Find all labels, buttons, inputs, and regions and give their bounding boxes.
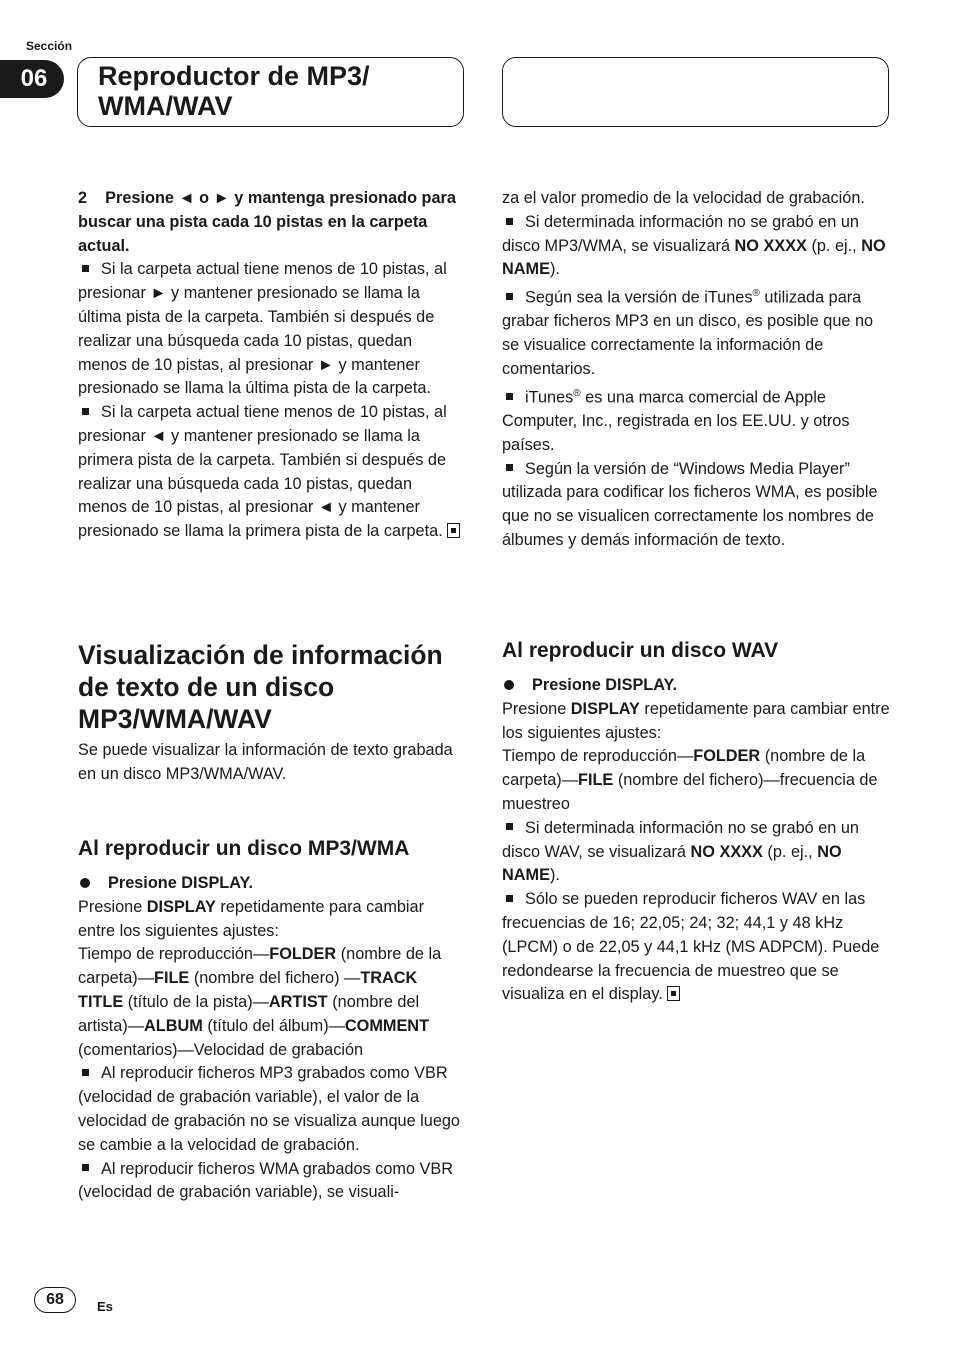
text: (título del álbum)— xyxy=(202,1016,345,1035)
text: (nombre de la carpeta)— xyxy=(502,747,866,790)
subsection-heading: Al reproducir un disco WAV xyxy=(502,639,779,662)
bullet-dot-icon xyxy=(504,680,514,690)
note-text: (p. ej., xyxy=(762,842,818,861)
text: Presione xyxy=(78,897,147,916)
note xyxy=(502,211,890,282)
note-text: ). xyxy=(549,260,560,279)
note-text: Si la carpeta actual tiene menos de 10 pistas, al presionar xyxy=(78,403,447,445)
setting-name: TRACK TITLE xyxy=(78,969,418,1011)
text: (nombre del fichero) — xyxy=(189,969,361,988)
section-main-block xyxy=(78,639,464,787)
note-text: Al reproducir ficheros WMA grabados como VBR (velocidad de grabación variable), se visuali- xyxy=(78,1159,453,1202)
section-number-tab: 06 xyxy=(0,60,64,98)
note-text: ). xyxy=(549,866,560,885)
left-arrow-icon: ◄ xyxy=(178,189,195,207)
subsection-heading: Al reproducir un disco MP3/WMA xyxy=(78,837,410,860)
page-number: 68 xyxy=(34,1287,76,1313)
section-label: Sección xyxy=(26,39,73,53)
mp3wma-block xyxy=(78,836,464,1205)
right-top-block xyxy=(502,187,890,553)
registered-mark: ® xyxy=(752,288,760,300)
end-mark-icon xyxy=(447,523,460,538)
note-text: utilizada para grabar ficheros MP3 en un disco, es posible que no se visualice correctamente la información de comentarios. xyxy=(502,288,874,378)
note xyxy=(78,401,464,544)
square-bullet-icon xyxy=(82,1164,89,1171)
setting-name: FILE xyxy=(578,771,614,790)
note-text: Si determinada información no se grabó en un disco WAV, se visualizará xyxy=(502,818,859,861)
square-bullet-icon xyxy=(82,265,89,272)
settings-sequence xyxy=(502,745,890,816)
note xyxy=(502,282,890,382)
note-text: Según la versión de “Windows Media Player” utilizada para codificar los ficheros WMA, es posible que no se visualicen correctamente los nombres de álbumes y demás información de texto. xyxy=(502,459,878,549)
text: Presione xyxy=(502,699,571,718)
header-empty-box xyxy=(502,57,889,127)
note xyxy=(502,888,890,1007)
note-text: Si determinada información no se grabó en un disco MP3/WMA, se visualizará xyxy=(502,212,859,255)
bullet-dot-icon xyxy=(80,878,90,888)
note-text: iTunes xyxy=(525,388,574,407)
square-bullet-icon xyxy=(82,408,89,415)
text: (comentarios)—Velocidad de grabación xyxy=(78,1040,364,1059)
note-text: Al reproducir ficheros MP3 grabados como VBR (velocidad de grabación variable), el valor de la velocidad de grabación no se visualiza aunque luego se cambie a la velocidad de grabación. xyxy=(78,1064,460,1154)
note xyxy=(502,817,890,888)
left-arrow-icon: ◄ xyxy=(150,426,167,445)
section-heading: Visualización de información de texto de un disco MP3/WMA/WAV xyxy=(78,640,443,734)
note-text: es una marca comercial de Apple Computer, Inc., registrada en los EE.UU. y otros países. xyxy=(502,388,850,454)
display-code: NO XXXX xyxy=(734,236,807,255)
end-mark-icon xyxy=(667,986,680,1001)
right-arrow-icon: ► xyxy=(317,355,334,374)
square-bullet-icon xyxy=(506,218,513,225)
step-number: 2 xyxy=(78,189,88,207)
text: repetidamente para cambiar entre los siguientes ajustes: xyxy=(78,897,425,940)
left-top-block xyxy=(78,187,464,544)
text: (título de la pista)— xyxy=(123,992,269,1011)
step-2 xyxy=(78,187,464,258)
settings-sequence xyxy=(78,943,464,1062)
setting-name: COMMENT xyxy=(344,1016,430,1035)
note-text: Sólo se pueden reproducir ficheros WAV en las frecuencias de 16; 22,05; 24; 32; 44,1 y 48 kHz (LPCM) o de 22,05 y 44,1 kHz (MS ADPCM). Puede redondearse la frecuencia de muestreo que se visualiza en el display. xyxy=(502,890,880,1004)
key-name: DISPLAY xyxy=(570,699,640,718)
square-bullet-icon xyxy=(506,464,513,471)
step-text: y mantenga presionado para buscar una pista cada 10 pistas en la carpeta actual. xyxy=(78,189,456,255)
instruction xyxy=(78,896,464,944)
registered-mark: ® xyxy=(573,387,581,399)
setting-name: FILE xyxy=(154,969,190,988)
right-arrow-icon: ► xyxy=(213,189,230,207)
text: (nombre del artista)— xyxy=(78,992,420,1035)
square-bullet-icon xyxy=(506,293,513,300)
text: (nombre de la carpeta)— xyxy=(78,945,442,988)
note xyxy=(502,458,890,553)
bullet-text: Presione DISPLAY. xyxy=(108,874,254,892)
note-text: y mantener presionado se llama la primera pista de la carpeta. xyxy=(78,498,443,541)
language-code: Es xyxy=(97,1299,113,1314)
wav-block xyxy=(502,638,890,1007)
text: (nombre del fichero)—frecuencia de muestreo xyxy=(502,771,878,813)
display-code: NO NAME xyxy=(502,236,886,279)
note xyxy=(502,382,890,458)
page-title: Reproductor de MP3/ WMA/WAV xyxy=(98,61,370,121)
instruction xyxy=(502,698,890,746)
setting-name: FOLDER xyxy=(269,945,337,964)
square-bullet-icon xyxy=(506,393,513,400)
text: Tiempo de reproducción— xyxy=(78,945,270,964)
left-arrow-icon: ◄ xyxy=(317,498,334,517)
note-text: y mantener presionado se llama la última pista de la carpeta. xyxy=(78,355,431,398)
display-code: NO NAME xyxy=(502,842,842,885)
note-text: Según sea la versión de iTunes xyxy=(525,288,753,307)
setting-name: FOLDER xyxy=(693,747,761,766)
display-code: NO XXXX xyxy=(690,842,763,861)
right-arrow-icon: ► xyxy=(150,284,167,303)
square-bullet-icon xyxy=(82,1069,89,1076)
step-text: o xyxy=(194,189,214,207)
bullet-step xyxy=(502,674,890,698)
bullet-step xyxy=(78,872,464,896)
bullet-text: Presione DISPLAY. xyxy=(532,676,678,694)
text: Tiempo de reproducción— xyxy=(502,747,694,766)
note-text: (p. ej., xyxy=(806,236,862,255)
key-name: DISPLAY xyxy=(146,897,216,916)
note-text: y mantener presionado se llama la primera pista de la carpeta. También si después de realizar una búsqueda cada 10 pistas, quedan menos de 10 pistas, al presionar xyxy=(78,426,447,517)
setting-name: ARTIST xyxy=(268,992,328,1011)
text: repetidamente para cambiar entre los siguientes ajustes: xyxy=(502,699,890,742)
note xyxy=(78,1158,464,1206)
setting-name: ALBUM xyxy=(144,1016,203,1035)
note-text: y mantener presionado se llama la última pista de la carpeta. También si después de realizar una búsqueda cada 10 pistas, quedan menos de 10 pistas, al presionar xyxy=(78,284,435,374)
square-bullet-icon xyxy=(506,823,513,830)
step-text: Presione xyxy=(105,189,179,207)
section-intro: Se puede visualizar la información de texto grabada en un disco MP3/WMA/WAV. xyxy=(78,741,453,783)
continued-text: za el valor promedio de la velocidad de grabación. xyxy=(502,189,865,207)
note xyxy=(78,258,464,401)
square-bullet-icon xyxy=(506,895,513,902)
note xyxy=(78,1062,464,1157)
note-text: Si la carpeta actual tiene menos de 10 pistas, al presionar xyxy=(78,260,447,303)
